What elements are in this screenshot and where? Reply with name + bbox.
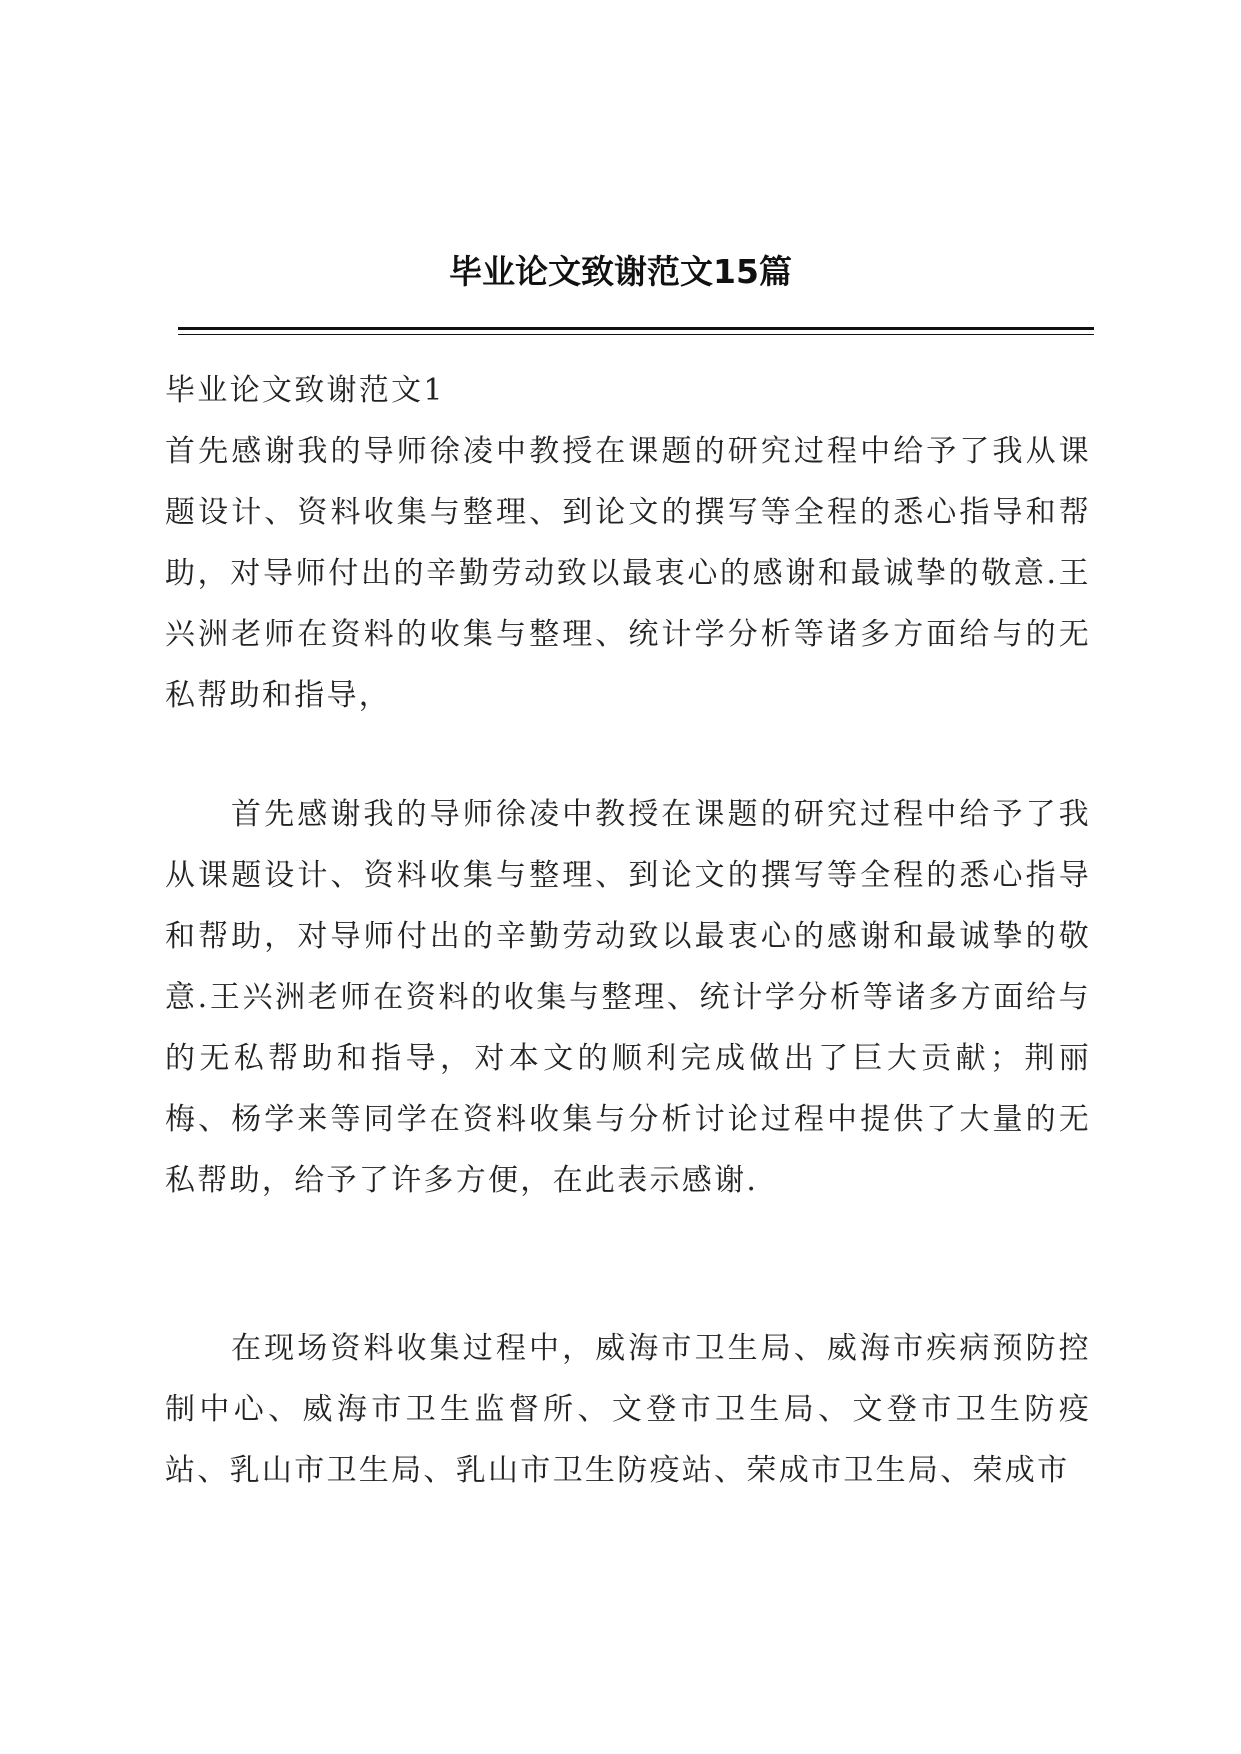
paragraph-text: 在现场资料收集过程中，威海市卫生局、威海市疾病预防控制中心、威海市卫生监督所、文登市卫生局、文登市卫生防疫站、乳山市卫生局、乳山市卫生防疫站、荣成市卫生局、荣成市 xyxy=(165,1331,1091,1488)
paragraph-text: 首先感谢我的导师徐凌中教授在课题的研究过程中给予了我从课题设计、资料收集与整理、到论文的撰写等全程的悉心指导和帮助，对导师付出的辛勤劳动致以最衷心的感谢和最诚挚的敬意.王兴洲老师在资料的收集与整理、统计学分析等诸多方面给与的无私帮助和指导，对本文的顺利完成做出了巨大贡献；荆丽梅、杨学来等同学在资料收集与分析讨论过程中提供了大量的无私帮助，给予了许多方便，在此表示感谢. xyxy=(165,797,1091,1198)
paragraph-text: 首先感谢我的导师徐凌中教授在课题的研究过程中给予了我从课题设计、资料收集与整理、到论文的撰写等全程的悉心指导和帮助，对导师付出的辛勤劳动致以最衷心的感谢和最诚挚的敬意.王兴洲老师在资料的收集与整理、统计学分析等诸多方面给与的无私帮助和指导， xyxy=(165,434,1091,713)
title-divider-thin xyxy=(178,334,1094,335)
paragraph-3 xyxy=(165,1318,1091,1501)
document-title: 毕业论文致谢范文15篇 xyxy=(449,252,792,291)
title-divider-thick xyxy=(178,327,1094,330)
paragraph-2 xyxy=(165,784,1091,1211)
paragraph-1 xyxy=(165,421,1091,726)
section-heading: 毕业论文致谢范文1 xyxy=(165,373,445,408)
